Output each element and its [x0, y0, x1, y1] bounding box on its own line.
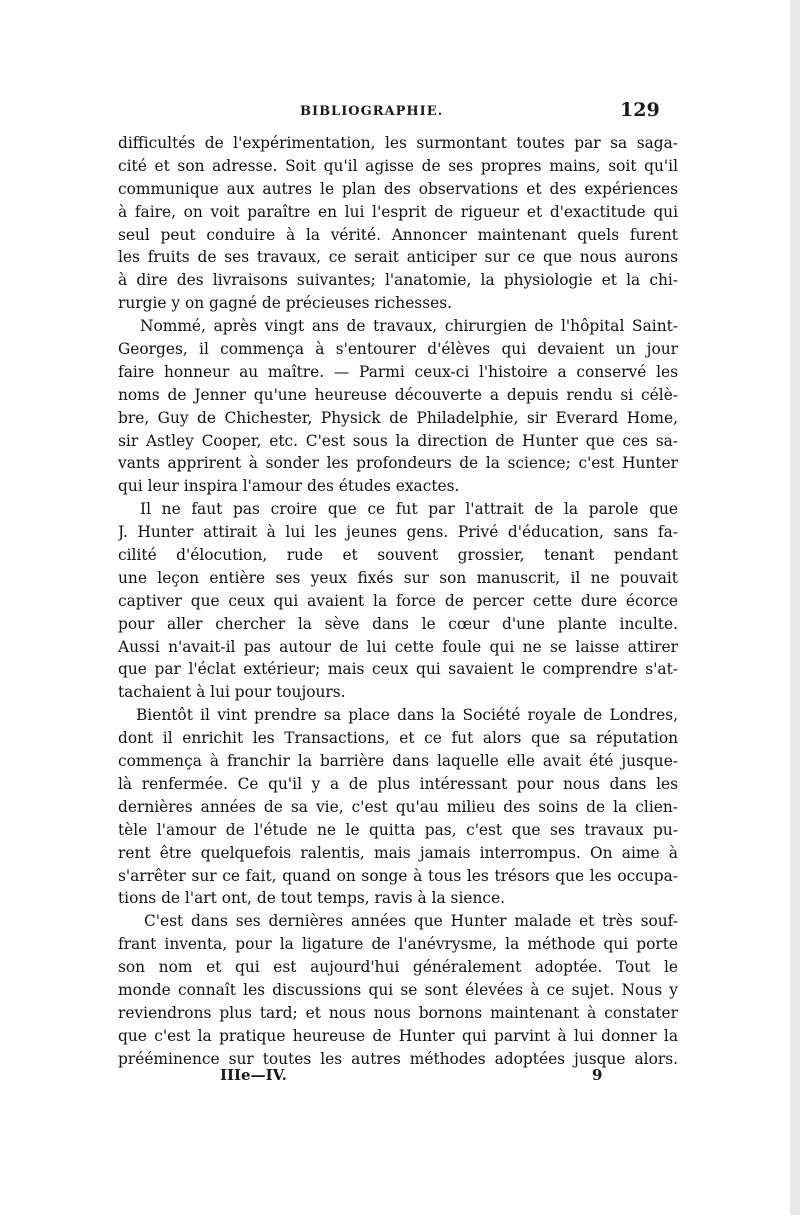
text-line: pour aller chercher la sève dans le cœur d'une plante inculte.	[118, 614, 678, 633]
text-line: Nommé, après vingt ans de travaux, chirurgien de l'hôpital Saint-	[140, 317, 678, 336]
text-line: tèle l'amour de l'étude ne le quitta pas, c'est que ses travaux pu-	[118, 820, 678, 839]
body-text	[118, 132, 678, 1071]
text-line: les fruits de ses travaux, ce serait anticiper sur ce que nous aurons	[118, 248, 678, 267]
text-line: communique aux autres le plan des observations et des expériences	[118, 179, 678, 198]
text-line: qui leur inspira l'amour des études exactes.	[118, 477, 460, 496]
text-line: captiver que ceux qui avaient la force de percer cette dure écorce	[118, 591, 678, 610]
text-line: dont il enrichit les Transactions, et ce fut alors que sa réputation	[118, 729, 678, 748]
text-line: vants apprirent à sonder les profondeurs de la science; c'est Hunter	[118, 454, 678, 473]
text-line: son nom et qui est aujourd'hui généralement adoptée. Tout le	[118, 958, 678, 977]
text-line: prééminence sur toutes les autres méthodes adoptées jusque alors.	[118, 1049, 678, 1068]
text-line: Georges, il commença à s'entourer d'élèves qui devaient un jour	[118, 340, 678, 359]
text-line: là renfermée. Ce qu'il y a de plus intéressant pour nous dans les	[118, 774, 678, 793]
text-line: seul peut conduire à la vérité. Annoncer maintenant quels furent	[118, 225, 678, 244]
text-line: une leçon entière ses yeux fixés sur son manuscrit, il ne pouvait	[118, 568, 678, 587]
text-line: tions de l'art ont, de tout temps, ravis à la sience.	[118, 889, 506, 908]
text-line: cité et son adresse. Soit qu'il agisse de ses propres mains, soit qu'il	[118, 156, 678, 175]
text-line: que c'est la pratique heureuse de Hunter qui parvint à lui donner la	[118, 1026, 678, 1045]
text-line: bre, Guy de Chichester, Physick de Philadelphie, sir Everard Home,	[118, 408, 678, 427]
text-line: difficultés de l'expérimentation, les surmontant toutes par sa saga-	[118, 134, 678, 152]
page-edge	[790, 0, 800, 1215]
text-line: C'est dans ses dernières années que Hunter malade et très souf-	[144, 912, 678, 931]
text-line: J. Hunter attirait à lui les jeunes gens. Privé d'éducation, sans fa-	[118, 523, 678, 542]
text-line: monde connaît les discussions qui se sont élevées à ce sujet. Nous y	[118, 980, 678, 999]
text-line: Aussi n'avait-il pas autour de lui cette foule qui ne se laisse attirer	[118, 637, 678, 656]
text-line: cilité d'élocution, rude et souvent grossier, tenant pendant	[118, 546, 678, 565]
text-line: à dire des livraisons suivantes; l'anatomie, la physiologie et la chi-	[118, 271, 678, 290]
text-line: Il ne faut pas croire que ce fut par l'attrait de la parole que	[140, 500, 678, 519]
text-line: tachaient à lui pour toujours.	[118, 683, 346, 702]
signature-number: 9	[592, 1066, 603, 1084]
text-line: rurgie y on gagné de précieuses richesses.	[118, 294, 452, 313]
text-line: reviendrons plus tard; et nous nous bornons maintenant à constater	[118, 1003, 678, 1022]
text-line: Bientôt il vint prendre sa place dans la Société royale de Londres,	[136, 706, 678, 725]
running-title: BIBLIOGRAPHIE.	[300, 104, 444, 119]
text-line: frant inventa, pour la ligature de l'anévrysme, la méthode qui porte	[118, 935, 678, 954]
text-line: dernières années de sa vie, c'est qu'au milieu des soins de la clien-	[118, 797, 678, 816]
text-line: sir Astley Cooper, etc. C'est sous la direction de Hunter que ces sa-	[118, 431, 678, 450]
text-line: s'arrêter sur ce fait, quand on songe à tous les trésors que les occupa-	[118, 866, 678, 885]
signature-mark: IIIe—IV.	[220, 1066, 287, 1084]
text-line: à faire, on voit paraître en lui l'esprit de rigueur et d'exactitude qui	[118, 202, 678, 221]
text-line: commença à franchir la barrière dans laquelle elle avait été jusque-	[118, 752, 678, 771]
page-number: 129	[620, 99, 660, 121]
text-line: rent être quelquefois ralentis, mais jamais interrompus. On aime à	[118, 843, 678, 862]
text-line: noms de Jenner qu'une heureuse découverte a depuis rendu si célè-	[118, 385, 678, 404]
text-line: faire honneur au maître. — Parmi ceux-ci l'histoire a conservé les	[118, 362, 678, 381]
text-line: que par l'éclat extérieur; mais ceux qui savaient le comprendre s'at-	[118, 660, 678, 679]
